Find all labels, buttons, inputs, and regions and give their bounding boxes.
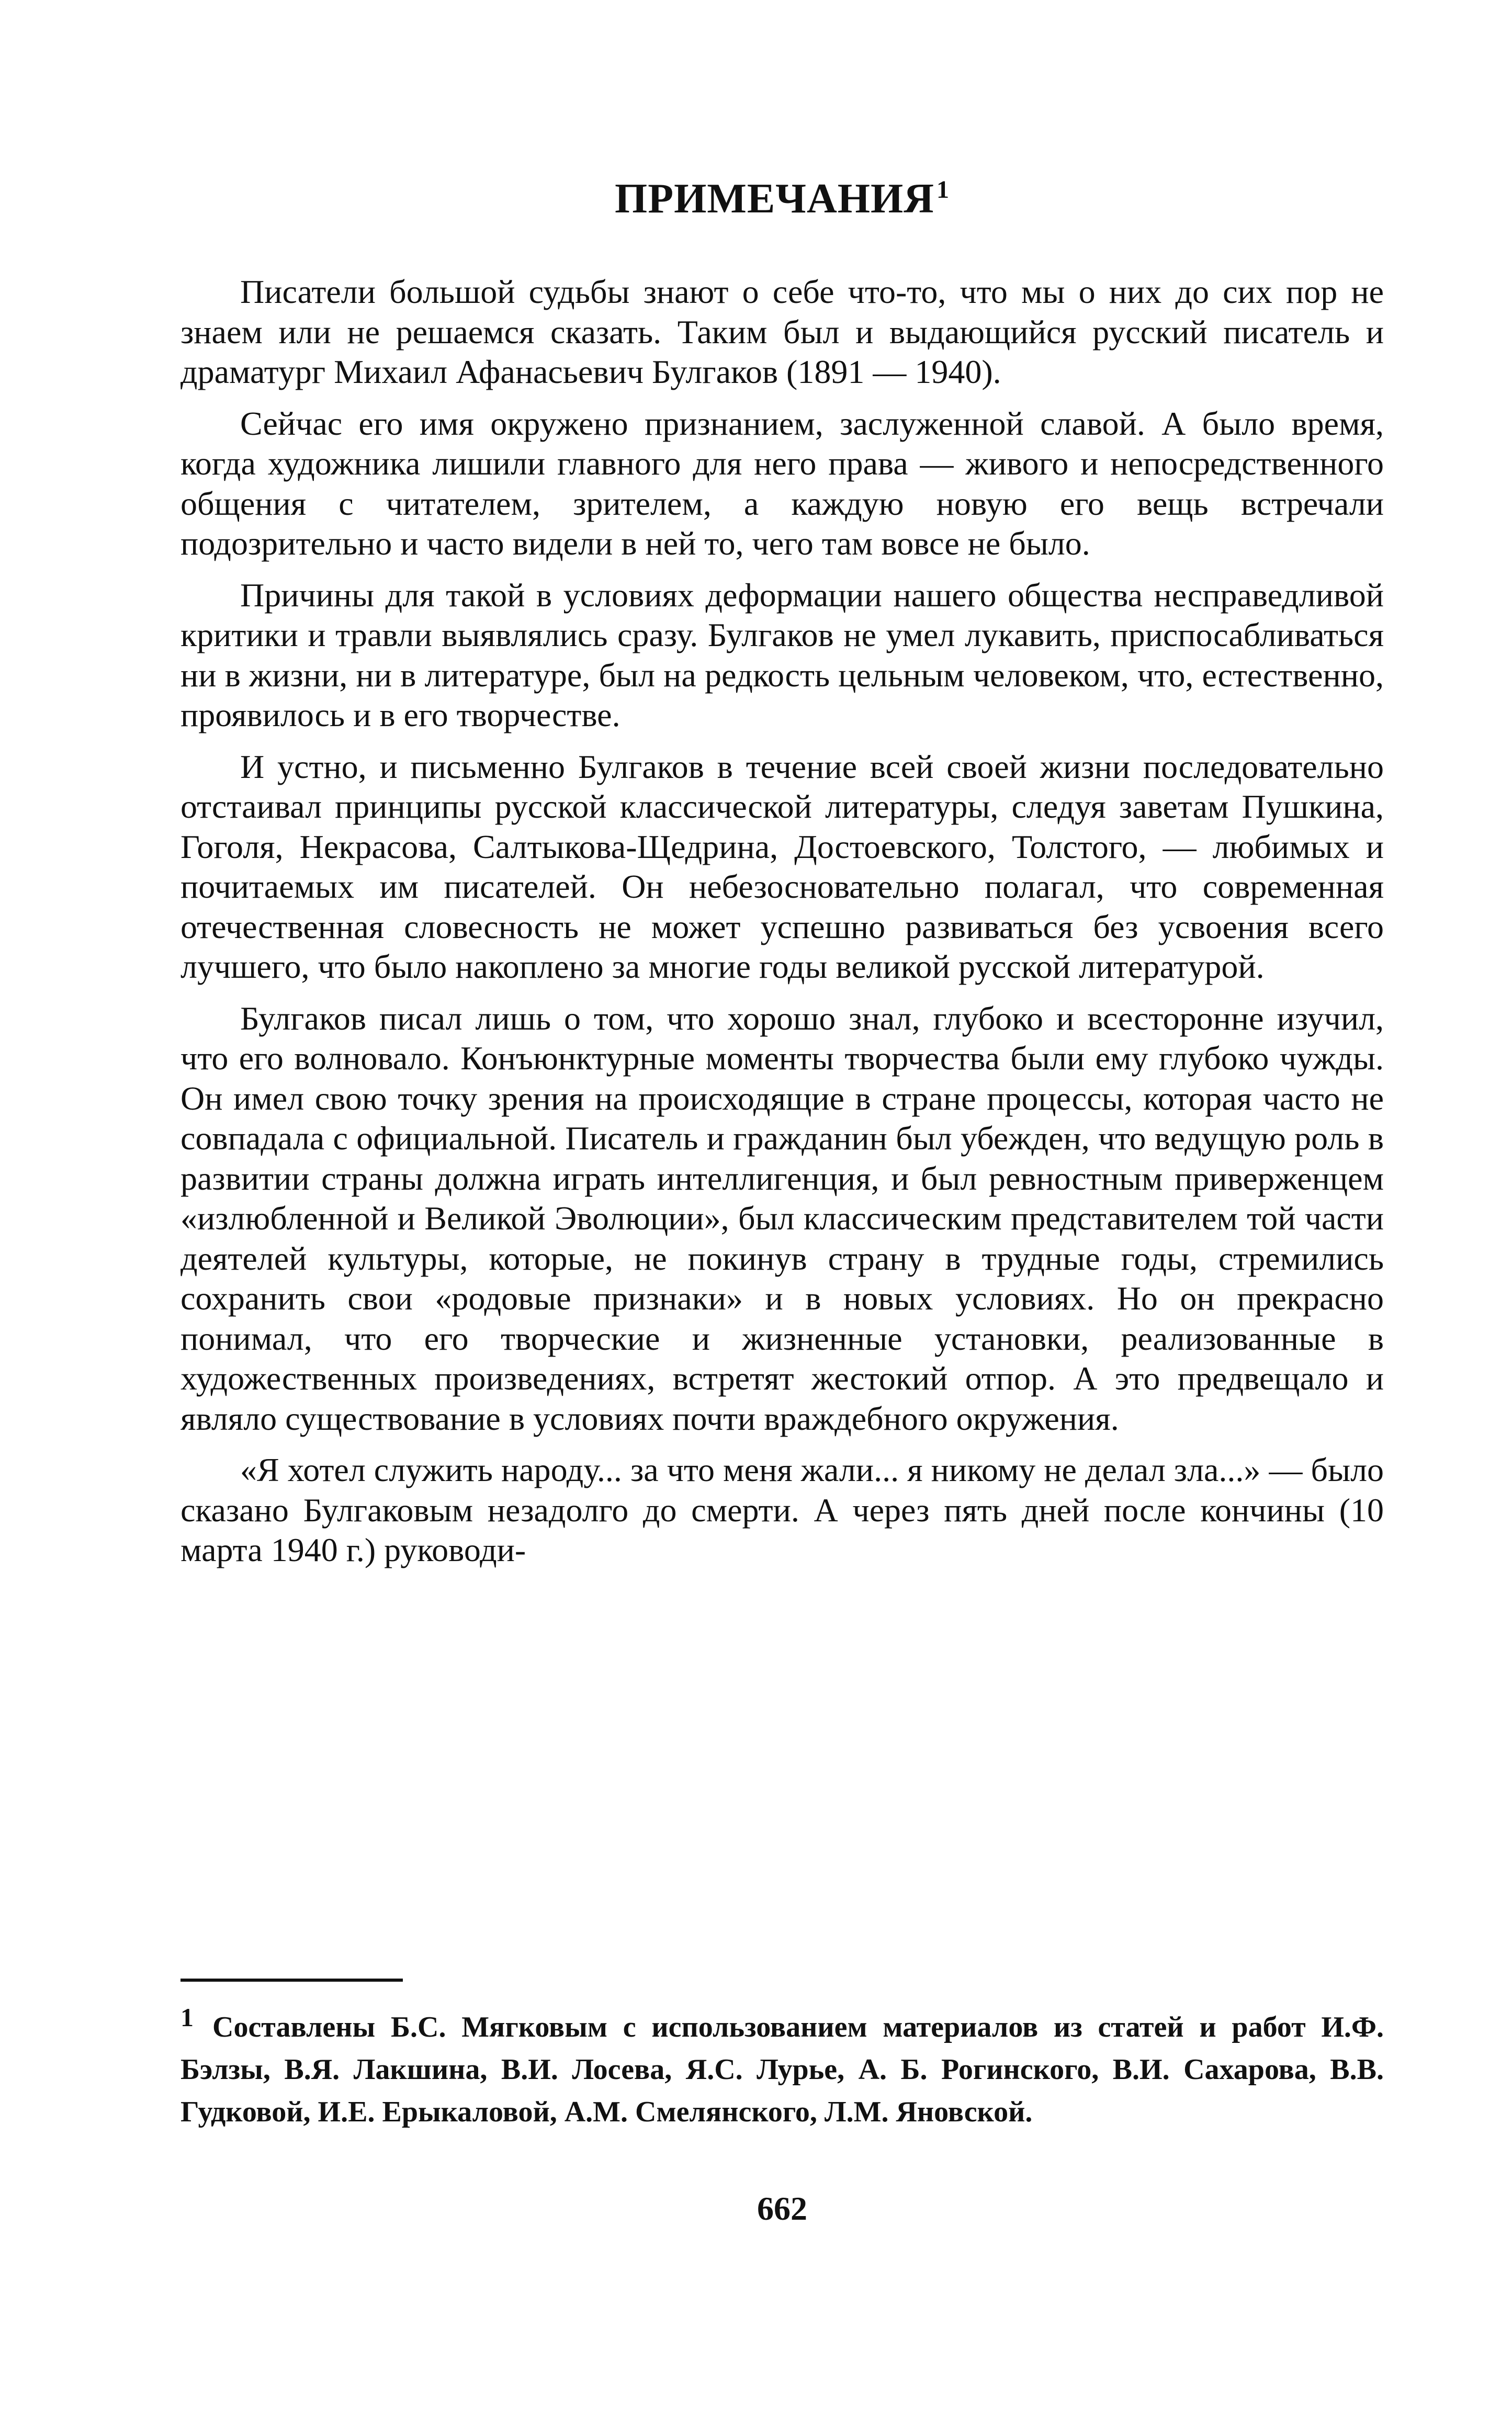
paragraph-1: Писатели большой судьбы знают о себе что-то, что мы о них до сих пор не знаем или не решаемся сказать. Таким был и выдающийся русский писатель и драматург Михаил Афанасьевич Булгаков (1891 — 1940). — [180, 273, 1384, 390]
footnote-text: Составлены Б.С. Мягковым с использованием материалов из статей и работ И.Ф. Бэлзы, В.Я. Лакшина, В.И. Лосева, Я.С. Лурье, А. Б. Рогинского, В.И. Сахарова, В.В. Гудковой, И.Е. Ерыкаловой, А.М. Смелянского, Л.М. Яновской. — [180, 2011, 1384, 2128]
paragraph-6: «Я хотел служить народу... за что меня жали... я никому не делал зла...» — было сказано Булгаковым незадолго до смерти. А через пять дней после кончины (10 марта 1940 г.) руководи- — [180, 1451, 1384, 1568]
page-number: 662 — [757, 2190, 807, 2227]
footnote — [180, 1996, 1384, 2133]
main-text — [180, 272, 1384, 1582]
book-page — [180, 0, 1384, 2418]
paragraph-5: Булгаков писал лишь о том, что хорошо знал, глубоко и всесторонне изучил, что его волновало. Конъюнктурные моменты творчества были ему глубоко чужды. Он имел свою точку зрения на происходящие в стране процессы, которая часто не совпадала с официальной. Писатель и гражданин был убежден, что ведущую роль в развитии страны должна играть интеллигенция, и был ревностным приверженцем «излюбленной и Великой Эволюции», был классическим представителем той части деятелей культуры, которые, не покинув страну в трудные годы, стремились сохранить свои «родовые признаки» и в новых условиях. Но он прекрасно понимал, что его творческие и жизненные установки, реализованные в художественных произведениях, встретят жестокий отпор. А это предвещало и являло существование в условиях почти враждебного окружения. — [180, 999, 1384, 1437]
footnote-divider — [180, 1979, 403, 1982]
footnote-marker: 1 — [180, 2003, 194, 2032]
title-text: ПРИМЕЧАНИЯ — [615, 175, 934, 222]
page-title — [180, 177, 1384, 220]
title-footnote-marker: 1 — [936, 175, 950, 204]
paragraph-4: И устно, и письменно Булгаков в течение всей своей жизни последовательно отстаивал принципы русской классической литературы, следуя заветам Пушкина, Гоголя, Некрасова, Салтыкова-Щедрина, Достоевского, Толстого, — любимых и почитаемых им писателей. Он небезосновательно полагал, что современная отечественная словесность не может успешно развиваться без усвоения всего лучшего, что было накоплено за многие годы великой русской литературой. — [180, 748, 1384, 985]
paragraph-3: Причины для такой в условиях деформации нашего общества несправедливой критики и травли выявлялись сразу. Булгаков не умел лукавить, приспосабливаться ни в жизни, ни в литературе, был на редкость цельным человеком, что, естественно, проявилось и в его творчестве. — [180, 576, 1384, 733]
paragraph-2: Сейчас его имя окружено признанием, заслуженной славой. А было время, когда художника лишили главного для него права — живого и непосредственного общения с читателем, зрителем, а каждую новую его вещь встречали подозрительно и часто видели в ней то, чего там вовсе не было. — [180, 404, 1384, 562]
